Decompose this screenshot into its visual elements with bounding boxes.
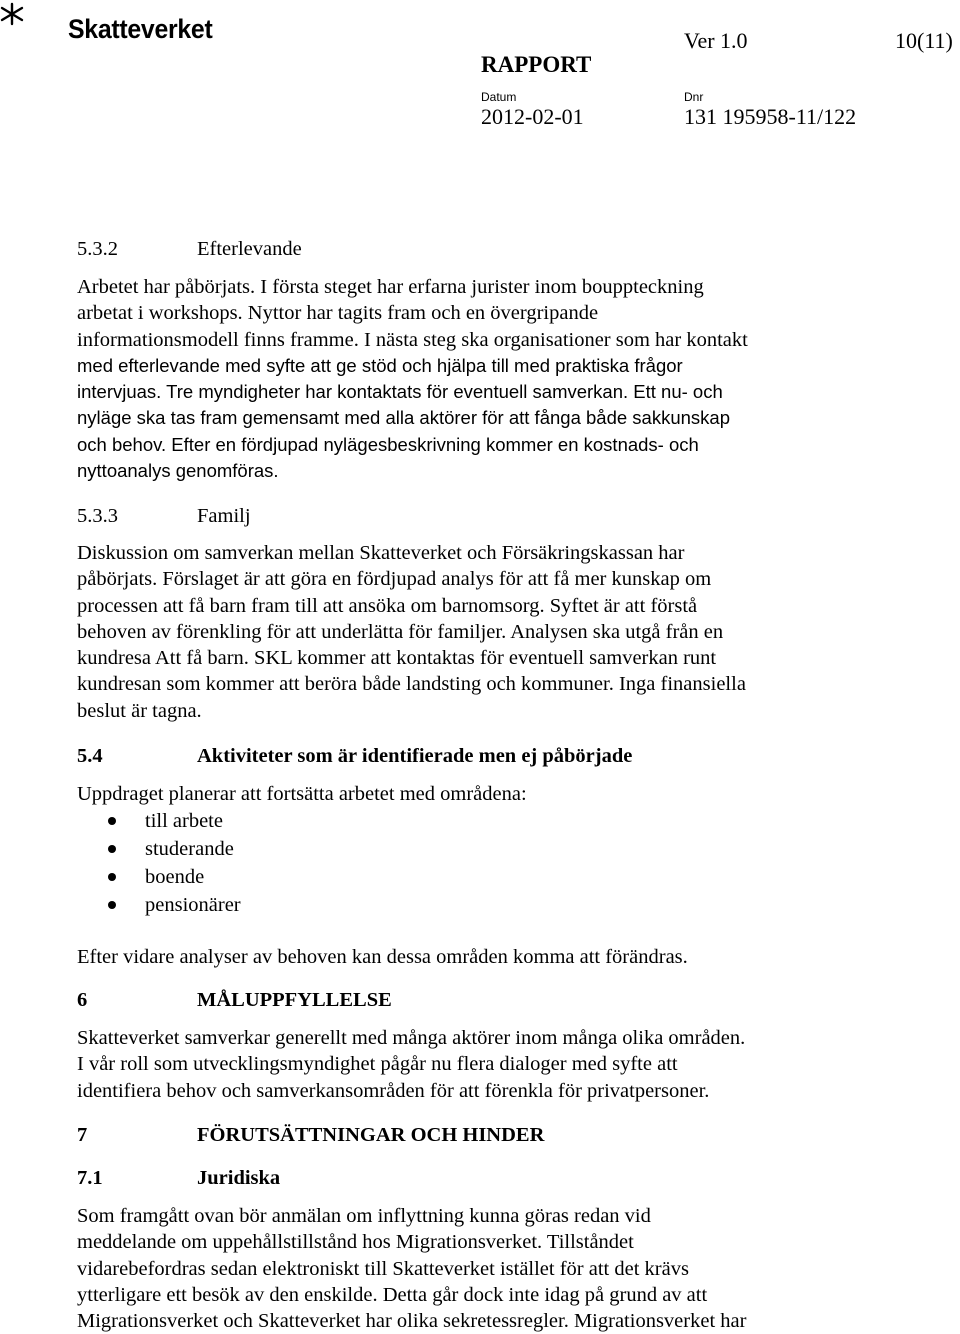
list-item-text: studerande: [145, 838, 234, 860]
bullet-icon: [108, 817, 116, 825]
paragraph-line: intervjuas. Tre myndigheter har kontaktats för eventuell samverkan. Ett nu- och: [77, 381, 723, 403]
bullet-icon: [108, 901, 116, 909]
paragraph-line: meddelande om uppehållstillstånd hos Migrationsverket. Tillståndet: [77, 1231, 634, 1254]
logo-name: Skatteverket: [68, 14, 213, 44]
list-item: [77, 807, 241, 835]
list-item-text: till arbete: [145, 810, 223, 832]
heading-title: FÖRUTSÄTTNINGAR OCH HINDER: [197, 1124, 545, 1146]
heading-number: 5.3.3: [77, 505, 118, 527]
heading-title: Aktiviteter som är identifierade men ej påbörjade: [197, 745, 633, 767]
paragraph-line: kundresan som kommer att beröra både landsting och kommuner. Inga finansiella: [77, 673, 746, 696]
heading-5-3-3: [77, 503, 251, 529]
dnr-label: Dnr: [684, 90, 704, 104]
paragraph-line: Uppdraget planerar att fortsätta arbetet med områdena:: [77, 783, 527, 805]
heading-6: [77, 987, 392, 1013]
paragraph-efterlevande: [77, 274, 937, 484]
paragraph-line: behoven av förenkling för att underlätta för familjer. Analysen ska utgå från en: [77, 620, 724, 643]
paragraph-line: nyttoanalys genomföras.: [77, 460, 279, 482]
paragraph-familj: [77, 540, 937, 724]
heading-title: Efterlevande: [197, 238, 302, 260]
heading-title: Familj: [197, 505, 251, 527]
heading-number: 7: [77, 1124, 88, 1146]
skatteverket-crown-icon: [0, 2, 30, 32]
paragraph-uppdraget: [77, 781, 937, 807]
paragraph-line: arbetat i workshops. Nyttor har tagits fram och en övergripande: [77, 302, 599, 325]
heading-number: 5.4: [77, 745, 103, 767]
heading-number: 7.1: [77, 1167, 103, 1189]
list-item: [77, 835, 241, 863]
document-type: RAPPORT: [481, 52, 592, 77]
bullet-icon: [108, 873, 116, 881]
heading-7: [77, 1122, 544, 1148]
list-item: [77, 891, 241, 919]
paragraph-juridiska: [77, 1203, 937, 1334]
page-number: 10(11): [895, 28, 953, 53]
document-version: Ver 1.0: [684, 28, 748, 53]
heading-7-1: [77, 1165, 280, 1191]
paragraph-line: beslut är tagna.: [77, 699, 202, 722]
paragraph-line: ytterligare ett besök av den enskilde. Detta går dock inte idag på grund av att: [77, 1283, 708, 1306]
bullet-icon: [108, 845, 116, 853]
area-list: [77, 807, 241, 919]
list-item: [77, 863, 241, 891]
list-item-text: pensionärer: [145, 894, 241, 916]
paragraph-line: och behov. Efter en fördjupad nylägesbeskrivning kommer en kostnads- och: [77, 433, 699, 455]
paragraph-line: påbörjats. Förslaget är att göra en fördjupad analys för att få mer kunskap om: [77, 568, 712, 591]
paragraph-line: Som framgått ovan bör anmälan om inflyttning kunna göras redan vid: [77, 1205, 651, 1227]
heading-number: 6: [77, 989, 88, 1011]
datum-value: 2012-02-01: [481, 104, 584, 129]
paragraph-line: processen att få barn fram till att ansöka om barnomsorg. Syftet är att förstå: [77, 594, 698, 617]
heading-title: MÅLUPPFYLLELSE: [197, 989, 392, 1011]
paragraph-line: vidarebefordras sedan elektroniskt till Skatteverket istället för att det krävs: [77, 1257, 689, 1280]
paragraph-line: informationsmodell finns framme. I nästa steg ska organisationer som har kontakt: [77, 328, 748, 351]
dnr-value: 131 195958-11/122: [684, 104, 857, 129]
paragraph-efter-vidare: [77, 944, 937, 970]
heading-title: Juridiska: [197, 1167, 281, 1189]
datum-label: Datum: [481, 90, 517, 104]
paragraph-line: Arbetet har påbörjats. I första steget har erfarna jurister inom bouppteckning: [77, 276, 704, 298]
paragraph-line: Diskussion om samverkan mellan Skatteverket och Försäkringskassan har: [77, 542, 685, 564]
paragraph-line: kundresa Att få barn. SKL kommer att kontaktas för eventuell samverkan runt: [77, 647, 717, 670]
paragraph-line: nyläge ska tas fram gemensamt med alla aktörer för att fånga både sakkunskap: [77, 407, 730, 429]
paragraph-maluppfyllelse: [77, 1025, 937, 1104]
list-item-text: boende: [145, 866, 205, 888]
paragraph-line: identifiera behov och samverkansområden för att förenkla för privatpersoner.: [77, 1079, 710, 1102]
heading-5-4: [77, 743, 632, 769]
heading-5-3-2: [77, 236, 302, 262]
paragraph-line: Efter vidare analyser av behoven kan dessa områden komma att förändras.: [77, 946, 688, 968]
paragraph-line: Migrationsverket och Skatteverket har olika sekretessregler. Migrationsverket har: [77, 1310, 747, 1333]
paragraph-line: I vår roll som utvecklingsmyndighet pågår nu flera dialoger med syfte att: [77, 1053, 678, 1076]
paragraph-line: Skatteverket samverkar generellt med många aktörer inom många olika områden.: [77, 1027, 746, 1049]
heading-number: 5.3.2: [77, 238, 118, 260]
paragraph-line: med efterlevande med syfte att ge stöd och hjälpa till med praktiska frågor: [77, 354, 683, 376]
